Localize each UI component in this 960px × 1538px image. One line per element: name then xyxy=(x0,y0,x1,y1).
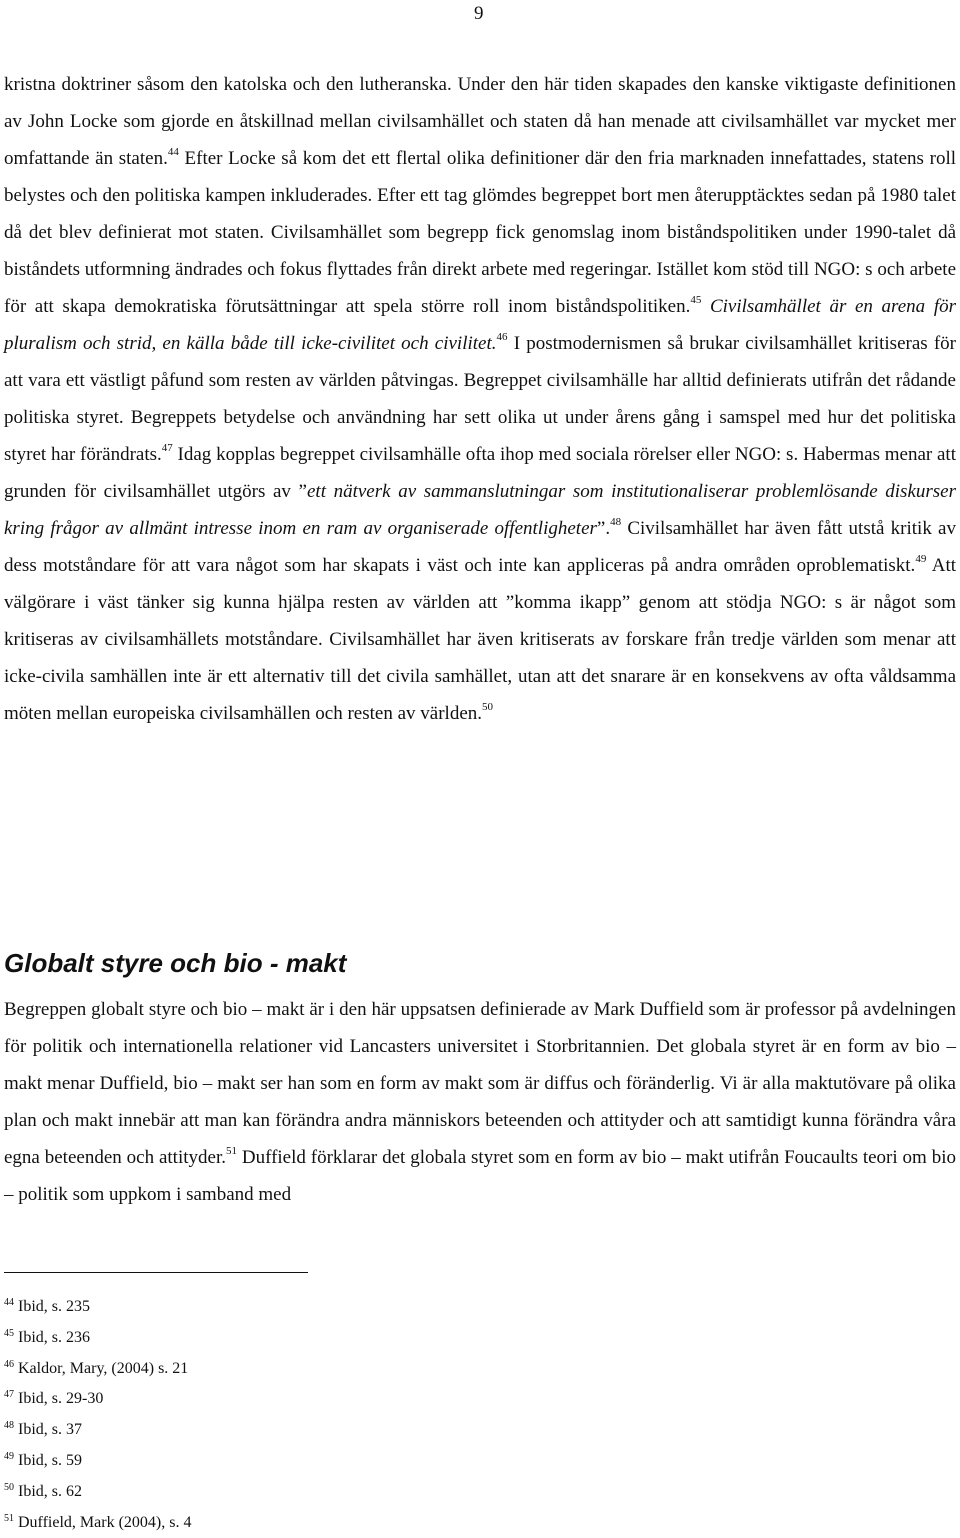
footnote xyxy=(4,1415,604,1446)
text-run: Duffield förklarar det globala styret som en form av bio – makt utifrån Foucaults teori om bio – politik som uppkom i samband med xyxy=(4,1147,956,1205)
footnote-ref: 46 xyxy=(496,331,508,343)
footnote-number: 48 xyxy=(4,1420,14,1432)
footnote-text: Ibid, s. 62 xyxy=(18,1482,82,1500)
footnote-ref: 50 xyxy=(482,701,493,713)
footnote xyxy=(4,1508,604,1538)
paragraph-global-governance xyxy=(4,991,956,1213)
text-run: Att välgörare i väst tänker sig kunna hjälpa resten av världen att ”komma ikapp” genom att stödja NGO: s är något som kritiseras av civilsamhällets motståndare. Civilsamhället har även kritiserats av forskare från tredje världen som menar att icke-civila samhällen inte är ett alternativ till det civila samhället, utan att det snarare är en konsekvens av ofta våldsamma möten mellan europeiska civilsamhällen och resten av världen. xyxy=(4,555,957,724)
text-run: Idag kopplas begreppet civilsamhälle ofta ihop med sociala rörelser eller NGO: s. Habermas menar att grunden för civilsamhället utgörs av ” xyxy=(4,444,956,502)
text-run: Civilsamhället har även fått utstå kritik av dess motståndare för att vara något som har skapats i väst och inte kan appliceras på andra områden oproblematiskt. xyxy=(4,518,956,576)
footnotes xyxy=(4,1292,604,1538)
footnote-number: 50 xyxy=(4,1481,14,1493)
footnote-ref: 48 xyxy=(610,516,622,528)
footnote-ref: 44 xyxy=(167,146,179,158)
text-run: kristna doktriner såsom den katolska och den lutheranska. Under den här tiden skapades den kanske viktigaste definitionen av John Locke som gjorde en åtskillnad mellan civilsamhället och staten då han menade att civilsamhället var mycket mer omfattande än staten. xyxy=(4,74,956,169)
footnote-number: 46 xyxy=(4,1358,14,1370)
footnote xyxy=(4,1384,604,1415)
page-number: 9 xyxy=(474,3,484,24)
text-run: I postmodernismen så brukar civilsamhället kritiseras för att vara ett västligt påfund som resten av världen påtvingas. Begreppet civilsamhälle har alltid definierats utifrån det rådande politiska styret. Begreppets betydelse och användning har sett olika ut under årens gång i samspel med hur det politiska styret har förändrats. xyxy=(4,333,956,465)
footnote-text: Ibid, s. 37 xyxy=(18,1421,82,1439)
footnote xyxy=(4,1446,604,1477)
text-run: Begreppen globalt styre och bio – makt är i den här uppsatsen definierade av Mark Duffield som är professor på avdelningen för politik och internationella relationer vid Lancasters universitet i Storbritannien. Det globala styret är en form av bio – makt menar Duffield, bio – makt ser han som en form av makt som är diffus och föränderlig. Vi är alla maktutövare på olika plan och makt innebär att man kan förändra andra människors beteenden och attityder och att samtidigt kunna förändra våra egna beteenden och attityder. xyxy=(4,999,956,1168)
footnote xyxy=(4,1292,604,1323)
text-run: Efter Locke så kom det ett flertal olika definitioner där den fria marknaden innefattades, statens roll belystes och den politiska kampen inkluderades. Efter ett tag glömdes begreppet bort men återupptäcktes sedan på 1980 talet då det blev definierat mot staten. Civilsamhället som begrepp fick genomslag inom biståndspolitiken under 1990-talet då biståndets utformning ändrades och fokus flyttades från direkt arbete med regeringar. Istället kom stöd till NGO: s och arbete för att skapa demokratiska förutsättningar att spela större roll inom biståndspolitiken. xyxy=(4,148,956,317)
footnote-number: 45 xyxy=(4,1327,14,1339)
footnote-text: Ibid, s. 235 xyxy=(18,1298,90,1315)
footnote-text: Duffield, Mark (2004), s. 4 xyxy=(18,1513,192,1531)
section-heading: Globalt styre och bio - makt xyxy=(4,948,347,978)
footnote-text: Ibid, s. 236 xyxy=(18,1328,90,1346)
footnote-ref: 47 xyxy=(161,442,173,454)
footnote-number: 49 xyxy=(4,1450,14,1462)
footnote xyxy=(4,1323,604,1354)
footnote xyxy=(4,1477,604,1508)
footnote xyxy=(4,1354,604,1385)
italic-quote: ett nätverk av sammanslutningar som institutionaliserar problemlösande diskurser kring frågor av allmänt intresse inom en ram av organiserade offentligheter xyxy=(4,481,957,539)
footnote-text: Ibid, s. 29-30 xyxy=(18,1390,104,1408)
footnote-ref: 51 xyxy=(225,1145,237,1157)
paragraph-civil-society xyxy=(4,66,956,732)
footnote-ref: 49 xyxy=(915,553,927,565)
footnote-separator xyxy=(4,1272,308,1273)
footnote-number: 44 xyxy=(4,1297,14,1308)
footnote-number: 51 xyxy=(4,1512,14,1524)
footnote-text: Kaldor, Mary, (2004) s. 21 xyxy=(18,1359,189,1377)
text-run: ”. xyxy=(596,518,611,539)
footnote-number: 47 xyxy=(4,1389,14,1401)
italic-quote: Civilsamhället är en arena för pluralism och strid, en källa både till icke-civilitet och civilitet. xyxy=(4,296,956,354)
footnote-ref: 45 xyxy=(690,294,702,306)
footnote-text: Ibid, s. 59 xyxy=(18,1451,82,1469)
